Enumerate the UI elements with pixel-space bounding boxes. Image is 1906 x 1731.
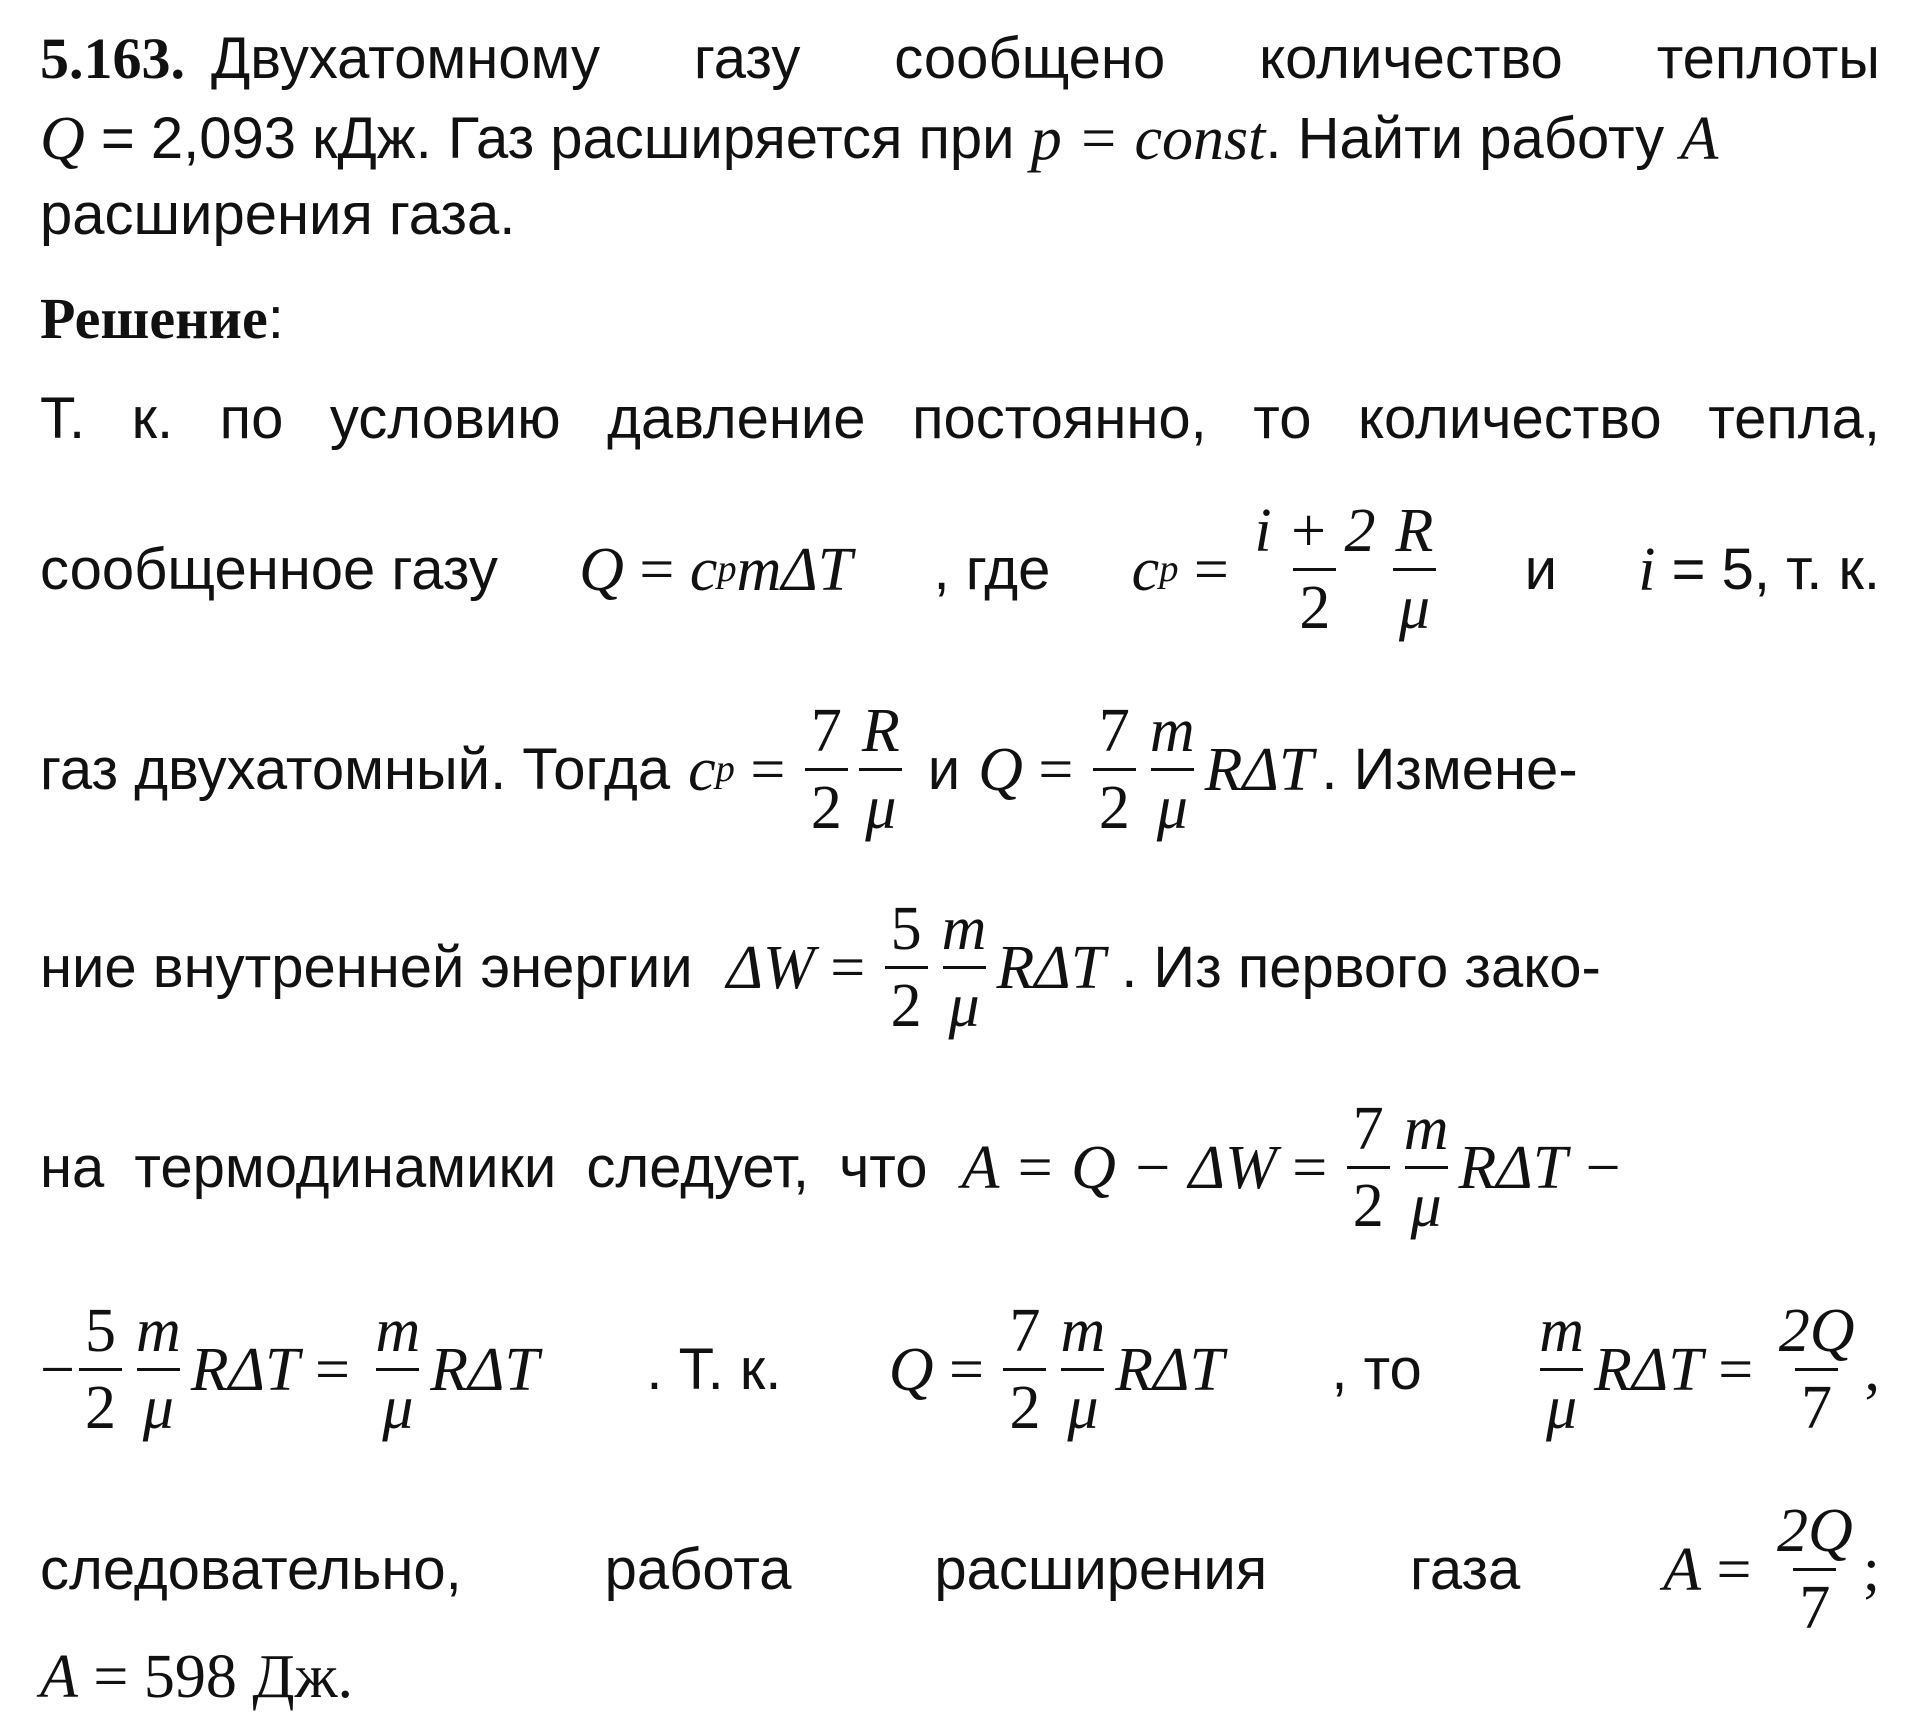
solution-line-5	[40, 1095, 1880, 1240]
l3-tail: . Измене-	[1321, 736, 1578, 802]
l6-m2: m	[375, 1297, 421, 1365]
l3-frac-m-mu	[1144, 697, 1201, 842]
l2-r: R	[1395, 497, 1434, 565]
l4-frac-m-mu	[936, 895, 993, 1040]
l6-eq2: =	[933, 1335, 1000, 1404]
l7-semi: ;	[1862, 1535, 1880, 1604]
l5-2: 2	[1347, 1166, 1390, 1237]
l4-text: ние внутренней энергии	[40, 934, 693, 1000]
l6-formula-final	[1529, 1297, 1880, 1442]
l2-i-value	[1638, 535, 1880, 604]
solution-line-7	[40, 1497, 1880, 1642]
l4-eq: =	[814, 933, 881, 1002]
l2-heat-formula	[579, 535, 853, 604]
l3-7b: 7	[1098, 697, 1130, 765]
l6-eq3: =	[1702, 1335, 1769, 1404]
l4-frac-5-2	[885, 895, 928, 1040]
l7-frac-2q-7	[1771, 1497, 1859, 1642]
l5-m: m	[1403, 1095, 1449, 1163]
l2-mdt: mΔT	[736, 535, 853, 604]
l2-c2: c	[1131, 535, 1160, 604]
l6-frac-m-mu2	[369, 1297, 426, 1442]
l2-tail: , т. к.	[1753, 536, 1880, 602]
l2-where: , где	[933, 536, 1051, 602]
l3-eq2: =	[1022, 735, 1089, 804]
l6-to: , то	[1331, 1336, 1422, 1402]
solution-answer	[40, 1643, 1880, 1711]
l6-7: 7	[1009, 1297, 1041, 1365]
l7-work-result	[1663, 1497, 1880, 1642]
l6-mu3: μ	[1061, 1368, 1104, 1439]
l7-w2: работа	[604, 1536, 792, 1602]
solution-line-4	[40, 895, 1880, 1040]
l6-mu4: μ	[1540, 1368, 1583, 1439]
l3-frac-r-mu	[856, 697, 906, 842]
l4-tail: . Из первого зако-	[1121, 934, 1601, 1000]
l6-mu2: μ	[376, 1368, 419, 1439]
l6-comma: ,	[1864, 1335, 1880, 1404]
l3-c: c	[688, 735, 716, 804]
l2-q: Q	[579, 535, 624, 604]
l5-7: 7	[1352, 1095, 1384, 1163]
l5-frac-m-mu	[1398, 1095, 1455, 1240]
solution-text-1: Т. к. по условию давление постоянно, то количество тепла,	[40, 386, 1880, 451]
l6-frac-7-2	[1003, 1297, 1046, 1442]
problem-text-3: расширения газа.	[40, 182, 516, 247]
l2-frac-num: i + 2	[1254, 497, 1376, 565]
l3-sub-p: p	[715, 748, 735, 791]
answer-a: A	[40, 1643, 78, 1711]
l2-frac-i	[1248, 497, 1381, 642]
l2-i: i	[1638, 535, 1656, 604]
l6-rdt3: RΔT	[1115, 1335, 1225, 1404]
solution-line-1	[40, 386, 1880, 451]
l3-frac-7-2	[805, 697, 848, 842]
l2-ival: = 5	[1655, 536, 1754, 602]
l4-dw: ΔW	[726, 933, 815, 1002]
var-a: A	[1680, 105, 1719, 173]
problem-line-1	[40, 26, 1880, 91]
l6-2: 2	[79, 1368, 122, 1439]
l7-w4: газа	[1409, 1536, 1521, 1602]
l6-rdt2: RΔT	[430, 1335, 539, 1404]
l3-and: и	[927, 736, 961, 802]
l2-sub-p: p	[717, 548, 737, 591]
l7-2q: 2Q	[1776, 1497, 1853, 1565]
solution-heading	[40, 286, 1880, 351]
solution-line-2	[40, 497, 1880, 642]
l3-eq: =	[734, 735, 801, 804]
l3-rdt: RΔT	[1204, 735, 1314, 804]
l2-frac-den: 2	[1293, 568, 1336, 639]
l3-7: 7	[810, 697, 842, 765]
l6-eq: =	[299, 1335, 366, 1404]
l6-m3: m	[1060, 1297, 1106, 1365]
l6-frac-m-mu3	[1054, 1297, 1111, 1442]
l2-text: сообщенное газу	[40, 536, 498, 602]
l4-mu: μ	[943, 966, 986, 1037]
problem-line-2	[40, 105, 1880, 173]
l2-eq2: =	[1178, 535, 1245, 604]
solution-title: Решение	[40, 286, 268, 351]
l6-frac-m-mu4	[1533, 1297, 1590, 1442]
l3-cp-formula	[688, 697, 910, 842]
l6-formula-q	[888, 1297, 1225, 1442]
solution-colon: :	[267, 286, 284, 351]
l4-5: 5	[890, 895, 922, 963]
l3-text: газ двухатомный. Тогда	[40, 736, 671, 802]
var-q: Q	[40, 105, 85, 173]
l6-q: Q	[888, 1335, 934, 1404]
problem-number: 5.163.	[40, 26, 185, 91]
l4-dw-formula	[726, 895, 1106, 1040]
l7-w1: следовательно,	[40, 1536, 462, 1602]
l6-minus: −	[40, 1335, 75, 1404]
l3-m: m	[1149, 697, 1195, 765]
l2-and: и	[1524, 536, 1558, 602]
l5-text: на термодинамики следует, что	[40, 1134, 928, 1200]
l5-eq: =	[1276, 1133, 1343, 1202]
l3-mu2: μ	[1151, 768, 1194, 839]
l4-m: m	[941, 895, 987, 963]
l6-m4: m	[1539, 1297, 1584, 1365]
solution-line-3	[40, 697, 1880, 842]
l6-2b: 2	[1003, 1368, 1046, 1439]
l6-2q: 2Q	[1778, 1297, 1855, 1365]
l6-tk: . Т. к.	[646, 1336, 782, 1402]
l6-mu: μ	[137, 1368, 180, 1439]
l2-c: c	[689, 535, 718, 604]
l6-rdt: RΔT	[190, 1335, 300, 1404]
l3-q-formula	[978, 697, 1314, 842]
l7-7: 7	[1793, 1568, 1836, 1639]
l3-mu: μ	[859, 768, 902, 839]
l6-frac-m-mu	[130, 1297, 187, 1442]
l3-r: R	[861, 697, 900, 765]
l5-work-formula	[961, 1095, 1624, 1240]
l5-mu: μ	[1405, 1166, 1448, 1237]
problem-text-1: Двухатомному газу сообщено количество теплоты	[211, 26, 1880, 91]
problem-line-3	[40, 182, 1880, 247]
l3-q: Q	[978, 735, 1023, 804]
l6-m: m	[135, 1297, 181, 1365]
l6-frac-2q-7	[1773, 1297, 1861, 1442]
l3-2: 2	[805, 768, 848, 839]
l3-frac-7-2b	[1093, 697, 1136, 842]
l6-rdt4: RΔT	[1593, 1335, 1703, 1404]
l6-7b: 7	[1795, 1368, 1838, 1439]
pressure-const: p = const	[1030, 105, 1266, 173]
solution-line-6	[40, 1297, 1880, 1442]
l7-a: A	[1663, 1535, 1701, 1604]
l2-mu: μ	[1393, 568, 1436, 639]
l2-sub-p2: p	[1159, 548, 1179, 591]
l6-5: 5	[84, 1297, 116, 1365]
l5-frac-7-2	[1347, 1095, 1390, 1240]
l4-rdt: RΔT	[996, 933, 1106, 1002]
l5-expr: A = Q − ΔW	[961, 1133, 1277, 1202]
answer-value: = 598 Дж.	[77, 1643, 353, 1711]
l3-2b: 2	[1093, 768, 1136, 839]
heat-value: = 2,093 кДж. Газ расширяется при	[84, 106, 1031, 171]
l6-frac-5-2	[79, 1297, 122, 1442]
l7-eq: =	[1701, 1535, 1767, 1604]
l6-formula-a	[40, 1297, 539, 1442]
l7-w3: расширения	[934, 1536, 1268, 1602]
l2-cp-formula	[1131, 497, 1444, 642]
l2-eq: =	[623, 535, 690, 604]
find-text: . Найти работу	[1265, 106, 1681, 171]
l4-2: 2	[885, 966, 928, 1037]
l2-frac-r	[1389, 497, 1439, 642]
l5-rdt: RΔT −	[1458, 1133, 1624, 1202]
